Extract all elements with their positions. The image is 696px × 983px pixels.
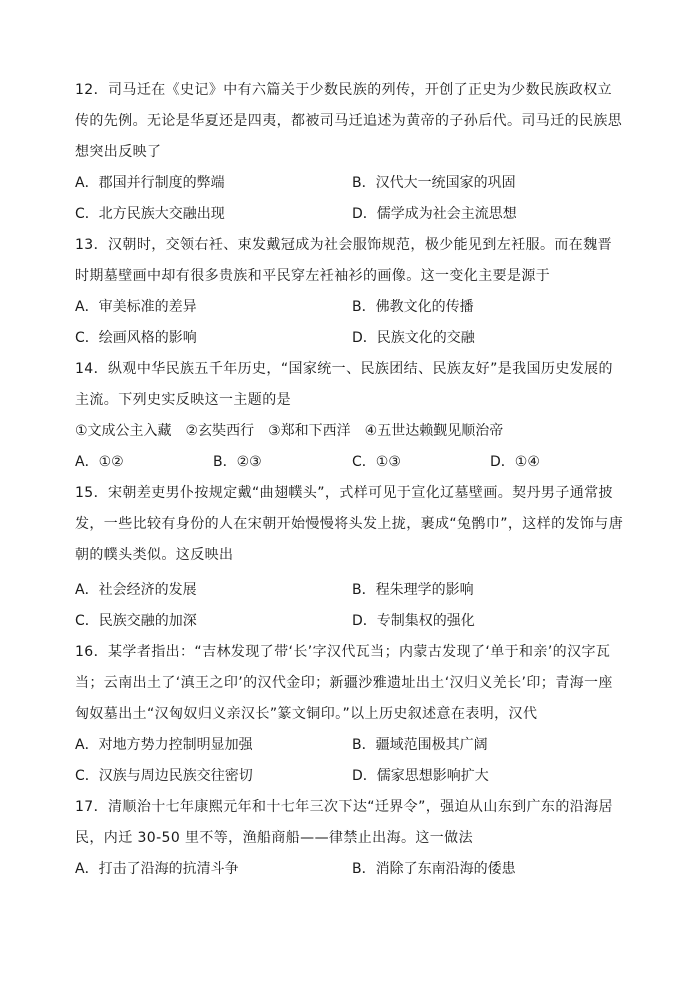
- question-14-stem: 14．纵观中华民族五千年历史，“国家统一、民族团结、民族友好”是我国历史发展的主流。下列史实反映这一主题的是: [75, 361, 613, 408]
- question-16-options-row2: [75, 761, 635, 792]
- option-c: C．民族交融的加深: [75, 613, 197, 629]
- question-14-items: ①文成公主入藏 ②玄奘西行 ③郑和下西洋 ④五世达赖觐见顺治帝: [75, 423, 504, 439]
- option-a: A．打击了沿海的抗清斗争: [75, 861, 239, 877]
- question-13-options-row1: [75, 292, 635, 323]
- question-16-options-row1: [75, 730, 635, 761]
- option-a: A．郡国并行制度的弊端: [75, 175, 225, 191]
- option-b: B．消除了东南沿海的倭患: [352, 861, 516, 877]
- option-d: D．儒家思想影响扩大: [352, 768, 489, 784]
- question-17-options-row1: [75, 854, 635, 885]
- option-c: C．①③: [352, 454, 401, 470]
- question-15-options-row1: [75, 575, 635, 606]
- option-b: B．程朱理学的影响: [352, 582, 474, 598]
- option-a: A．对地方势力控制明显加强: [75, 737, 253, 753]
- option-d: D．①④: [490, 454, 540, 470]
- option-a: A．社会经济的发展: [75, 582, 197, 598]
- option-a: A．审美标准的差异: [75, 299, 197, 315]
- question-12-options-row1: [75, 168, 635, 199]
- option-d: D．民族文化的交融: [352, 330, 475, 346]
- option-d: D．儒学成为社会主流思想: [352, 206, 517, 222]
- option-b: B．②③: [213, 454, 262, 470]
- question-16-stem: 16．某学者指出：“吉林发现了带‘长’字汉代瓦当；内蒙古发现了‘单于和亲’的汉字瓦当；云南出土了‘滇王之印’的汉代金印；新疆沙雅遗址出土‘汉归义羌长’印；青海一座匈奴墓出土“汉匈奴归义亲汉长”篆文铜印。”以上历史叙述意在表明，汉代: [75, 644, 613, 722]
- option-c: C．北方民族大交融出现: [75, 206, 225, 222]
- question-15-options-row2: [75, 606, 635, 637]
- question-14-options: [75, 447, 635, 478]
- question-12-options-row2: [75, 199, 635, 230]
- option-b: B．佛教文化的传播: [352, 299, 474, 315]
- option-b: B．疆域范围极其广阔: [352, 737, 488, 753]
- question-15-stem: 15．宋朝差吏男仆按规定戴“曲翅幞头”，式样可见于宣化辽墓壁画。契丹男子通常披发，一些比较有身份的人在宋朝开始慢慢将头发上拢，裹成“兔鹘巾”，这样的发饰与唐朝的幞头类似。这反映出: [75, 485, 624, 563]
- question-17-stem: 17．清顺治十七年康熙元年和十七年三次下达“迁界令”，强迫从山东到广东的沿海居民，内迁 30-50 里不等，渔船商船——律禁止出海。这一做法: [75, 799, 613, 846]
- option-d: D．专制集权的强化: [352, 613, 475, 629]
- option-b: B．汉代大一统国家的巩固: [352, 175, 516, 191]
- question-13-stem: 13．汉朝时，交领右衽、束发戴冠成为社会服饰规范，极少能见到左衽服。而在魏晋时期墓壁画中却有很多贵族和平民穿左衽袖衫的画像。这一变化主要是源于: [75, 237, 613, 284]
- question-13-options-row2: [75, 323, 635, 354]
- option-a: A．①②: [75, 454, 124, 470]
- option-c: C．汉族与周边民族交往密切: [75, 768, 253, 784]
- question-12-stem: 12．司马迁在《史记》中有六篇关于少数民族的列传，开创了正史为少数民族政权立传的先例。无论是华夏还是四夷，都被司马迁追述为黄帝的子孙后代。司马迁的民族思想突出反映了: [75, 82, 623, 160]
- option-c: C．绘画风格的影响: [75, 330, 197, 346]
